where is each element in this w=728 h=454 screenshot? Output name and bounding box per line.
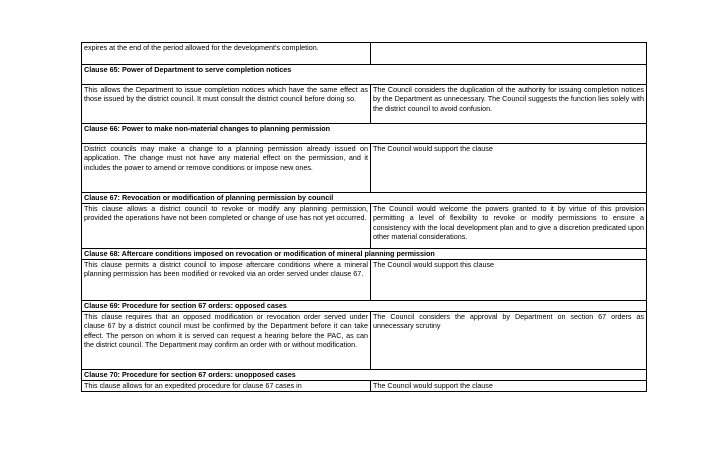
continuation-right-cell <box>371 43 647 65</box>
clause-67-description: This clause allows a district council to revoke or modify any planning permission, provided the operations have not been completed or change of use has not yet occurred. <box>82 204 371 249</box>
clause-68-council-response: The Council would support this clause <box>371 260 647 301</box>
clause-69-heading: Clause 69: Procedure for section 67 orders: opposed cases <box>82 301 647 312</box>
clause-heading-row <box>82 124 647 144</box>
clause-70-description: This clause allows for an expedited procedure for clause 67 cases in <box>82 381 371 392</box>
clause-70-council-response: The Council would support the clause <box>371 381 647 392</box>
continuation-row <box>82 43 647 65</box>
clause-69-description: This clause requires that an opposed modification or revocation order served under clause 67 by a district council must be confirmed by the Department before it can take effect. The person on whom it is served can request a hearing before the PAC, as can the district council. The Department may confirm an order with or without modification. <box>82 312 371 370</box>
clause-69-council-response: The Council considers the approval by Department on section 67 orders as unnecessary scrutiny <box>371 312 647 370</box>
clause-body-row <box>82 144 647 193</box>
clause-heading-row <box>82 65 647 85</box>
clause-67-heading: Clause 67: Revocation or modification of planning permission by council <box>82 193 647 204</box>
clause-heading-row <box>82 370 647 381</box>
clause-heading-row <box>82 193 647 204</box>
clause-body-row <box>82 85 647 124</box>
continuation-left-cell: expires at the end of the period allowed for the development's completion. <box>82 43 371 65</box>
clause-66-description: District councils may make a change to a planning permission already issued on application. The change must not have any material effect on the permission, and it includes the power to amend or remove conditions or impose new ones. <box>82 144 371 193</box>
clause-65-heading: Clause 65: Power of Department to serve completion notices <box>82 65 647 85</box>
clause-70-heading: Clause 70: Procedure for section 67 orders: unopposed cases <box>82 370 647 381</box>
clause-66-heading: Clause 66: Power to make non-material changes to planning permission <box>82 124 647 144</box>
clause-65-council-response: The Council considers the duplication of the authority for issuing completion notices by the Department as unnecessary. The Council suggests the function lies solely with the district council to avoid confusion. <box>371 85 647 124</box>
clause-heading-row <box>82 249 647 260</box>
clause-body-row <box>82 260 647 301</box>
clause-body-row <box>82 312 647 370</box>
clause-body-row <box>82 204 647 249</box>
clauses-table <box>81 42 647 392</box>
clause-body-row <box>82 381 647 392</box>
clause-66-council-response: The Council would support the clause <box>371 144 647 193</box>
clause-65-description: This allows the Department to issue completion notices which have the same effect as those issued by the district council. It must consult the district council before doing so. <box>82 85 371 124</box>
clause-68-heading: Clause 68: Aftercare conditions imposed on revocation or modification of mineral planning permission <box>82 249 647 260</box>
clause-68-description: This clause permits a district council to impose aftercare conditions where a mineral planning permission has been modified or revoked via an order served under clause 67. <box>82 260 371 301</box>
clause-heading-row <box>82 301 647 312</box>
clause-67-council-response: The Council would welcome the powers granted to it by virtue of this provision permitting a level of flexibility to revoke or modify permissions to ensure a consistency with the local development plan and to give a discretion predicated upon other material considerations. <box>371 204 647 249</box>
